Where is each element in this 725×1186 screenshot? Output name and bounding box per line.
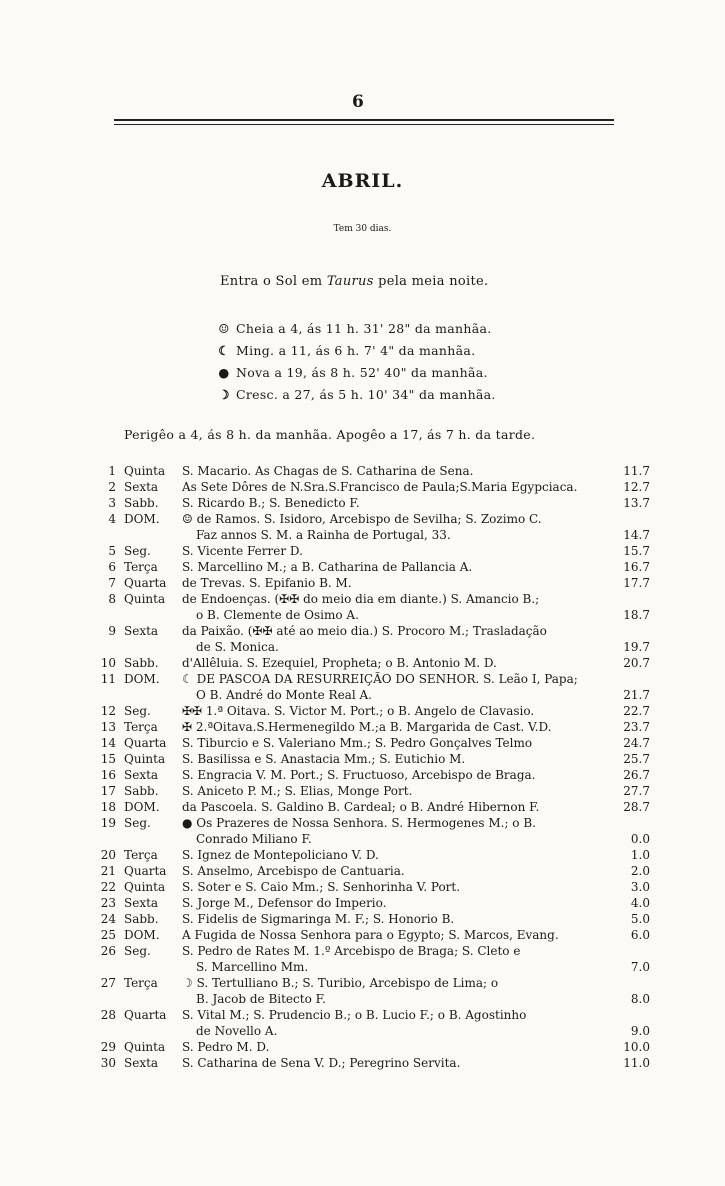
moon-age: 26.7 [623, 768, 650, 782]
saints-entry [182, 703, 612, 719]
saints-line: de S. Monica. [196, 640, 279, 654]
calendar-row [96, 591, 656, 623]
saints-entry [182, 511, 612, 543]
moon-phase-text: Cresc. a 27, ás 5 h. 10' 34" da manhãa. [236, 387, 496, 402]
full-moon-icon: ☺ [218, 321, 230, 336]
moon-age: 11.0 [623, 1056, 650, 1070]
moon-age: 8.0 [630, 992, 650, 1006]
weekday: Quinta [124, 880, 166, 894]
day-number: 26 [100, 944, 116, 958]
moon-age: 10.0 [623, 1040, 650, 1054]
sun-entry [220, 274, 488, 289]
saints-entry [182, 975, 612, 1007]
saints-line: de Trevas. S. Epifanio B. M. [182, 576, 352, 590]
weekday: Quinta [124, 752, 166, 766]
moon-phase-last-quarter [216, 340, 496, 362]
moon-age: 6.0 [630, 928, 650, 942]
day-number: 27 [100, 976, 116, 990]
moon-phase-new [216, 362, 496, 384]
calendar-row [96, 1039, 656, 1055]
weekday: DOM. [124, 672, 160, 686]
saints-entry [182, 463, 612, 479]
weekday: Terça [124, 848, 158, 862]
weekday: Quarta [124, 576, 167, 590]
calendar-row [96, 671, 656, 703]
saints-entry [182, 655, 612, 671]
weekday: Sexta [124, 896, 159, 910]
saints-line: S. Marcellino M.; a B. Catharina de Pallancia A. [182, 560, 473, 574]
saints-line: S. Fidelis de Sigmaringa M. F.; S. Honorio B. [182, 912, 455, 926]
saints-line: S. Catharina de Sena V. D.; Peregrino Servita. [182, 1056, 461, 1070]
day-number: 1 [108, 464, 116, 478]
saints-entry [182, 591, 612, 623]
day-number: 3 [108, 496, 116, 510]
moon-age: 18.7 [623, 608, 650, 622]
saints-entry [182, 1039, 612, 1055]
day-number: 22 [100, 880, 116, 894]
saints-entry [182, 815, 612, 847]
saints-line: ☺ de Ramos. S. Isidoro, Arcebispo de Sevilha; S. Zozimo C. [182, 512, 542, 526]
saints-line: ☽ S. Tertulliano B.; S. Turibio, Arcebispo de Lima; o [182, 976, 499, 990]
weekday: Seg. [124, 944, 151, 958]
moon-phases [216, 318, 496, 406]
weekday: Quarta [124, 736, 167, 750]
saints-entry [182, 751, 612, 767]
saints-line: ✠ 2.ªOitava.S.Hermenegildo M.;a B. Margarida de Cast. V.D. [182, 720, 552, 734]
calendar-row [96, 575, 656, 591]
month-title: ABRIL. [321, 170, 404, 192]
saints-line: S. Ignez de Montepoliciano V. D. [182, 848, 379, 862]
weekday: Sexta [124, 624, 159, 638]
calendar-row [96, 943, 656, 975]
saints-line: o B. Clemente de Osimo A. [196, 608, 359, 622]
moon-age: 14.7 [623, 528, 650, 542]
calendar-row [96, 975, 656, 1007]
sun-entry-prefix: Entra o Sol em [220, 274, 323, 289]
moon-age: 4.0 [630, 896, 650, 910]
day-number: 9 [108, 624, 116, 638]
day-number: 23 [100, 896, 116, 910]
moon-phase-full [216, 318, 496, 340]
saints-entry [182, 479, 612, 495]
moon-age: 12.7 [623, 480, 650, 494]
calendar-row [96, 927, 656, 943]
weekday: Quarta [124, 1008, 167, 1022]
day-number: 5 [108, 544, 116, 558]
weekday: Sexta [124, 1056, 159, 1070]
saints-line: S. Anselmo, Arcebispo de Cantuaria. [182, 864, 405, 878]
saints-entry [182, 799, 612, 815]
weekday: DOM. [124, 800, 160, 814]
calendar-row [96, 511, 656, 543]
weekday: DOM. [124, 512, 160, 526]
calendar-row [96, 559, 656, 575]
moon-phase-text: Ming. a 11, ás 6 h. 7' 4" da manhãa. [236, 343, 476, 358]
moon-age: 23.7 [623, 720, 650, 734]
saints-entry [182, 783, 612, 799]
saints-entry [182, 495, 612, 511]
moon-age: 0.0 [630, 832, 650, 846]
saints-entry [182, 735, 612, 751]
day-number: 28 [100, 1008, 116, 1022]
calendar-row [96, 799, 656, 815]
moon-age: 13.7 [623, 496, 650, 510]
saints-line: da Paixão. (✠✠ até ao meio dia.) S. Procoro M.; Trasladação [182, 624, 547, 638]
saints-line: S. Pedro de Rates M. 1.º Arcebispo de Braga; S. Cleto e [182, 944, 521, 958]
moon-age: 11.7 [623, 464, 650, 478]
saints-entry [182, 911, 612, 927]
day-number: 17 [100, 784, 116, 798]
saints-line: S. Engracia V. M. Port.; S. Fructuoso, Arcebispo de Braga. [182, 768, 536, 782]
saints-line: S. Macario. As Chagas de S. Catharina de Sena. [182, 464, 474, 478]
moon-age: 15.7 [623, 544, 650, 558]
weekday: Sabb. [124, 656, 159, 670]
moon-phase-text: Cheia a 4, ás 11 h. 31' 28" da manhãa. [236, 321, 492, 336]
saints-line: Faz annos S. M. a Rainha de Portugal, 33. [196, 528, 451, 542]
moon-age: 9.0 [630, 1024, 650, 1038]
weekday: Terça [124, 560, 158, 574]
saints-line: S. Pedro M. D. [182, 1040, 270, 1054]
weekday: Terça [124, 976, 158, 990]
day-number: 13 [100, 720, 116, 734]
saints-line: de Novello A. [196, 1024, 278, 1038]
calendar-row [96, 735, 656, 751]
day-number: 11 [100, 672, 116, 686]
day-number: 10 [100, 656, 116, 670]
calendar-row [96, 895, 656, 911]
sun-entry-suffix: pela meia noite. [378, 274, 489, 289]
weekday: Seg. [124, 816, 151, 830]
moon-age: 22.7 [623, 704, 650, 718]
moon-age: 21.7 [623, 688, 650, 702]
weekday: Sabb. [124, 784, 159, 798]
moon-phase-first-quarter [216, 384, 496, 406]
new-moon-icon: ● [218, 365, 230, 380]
weekday: Quinta [124, 1040, 166, 1054]
moon-age: 7.0 [630, 960, 650, 974]
moon-phase-text: Nova a 19, ás 8 h. 52' 40" da manhãa. [236, 365, 488, 380]
saints-entry [182, 943, 612, 975]
weekday: Seg. [124, 544, 151, 558]
calendar-row [96, 767, 656, 783]
saints-line: A Fugida de Nossa Senhora para o Egypto; S. Marcos, Evang. [182, 928, 559, 942]
day-number: 14 [100, 736, 116, 750]
weekday: Quarta [124, 864, 167, 878]
calendar-row [96, 911, 656, 927]
moon-age: 17.7 [623, 576, 650, 590]
zodiac-sign: Taurus [326, 274, 374, 289]
saints-line: S. Vicente Ferrer D. [182, 544, 303, 558]
saints-entry [182, 767, 612, 783]
moon-age: 24.7 [623, 736, 650, 750]
day-number: 19 [100, 816, 116, 830]
saints-entry [182, 575, 612, 591]
days-count: Tem 30 dias. [333, 224, 392, 234]
saints-entry [182, 543, 612, 559]
saints-line: S. Tiburcio e S. Valeriano Mm.; S. Pedro Gonçalves Telmo [182, 736, 533, 750]
saints-line: S. Vital M.; S. Prudencio B.; o B. Lucio F.; o B. Agostinho [182, 1008, 527, 1022]
saints-entry [182, 1055, 612, 1071]
weekday: DOM. [124, 928, 160, 942]
saints-line: S. Marcellino Mm. [196, 960, 309, 974]
saints-entry [182, 847, 612, 863]
saints-entry [182, 671, 612, 703]
weekday: Quinta [124, 592, 166, 606]
day-number: 24 [100, 912, 116, 926]
day-number: 2 [108, 480, 116, 494]
last-quarter-icon: ☾ [218, 343, 230, 358]
day-number: 30 [100, 1056, 116, 1070]
page-number: 6 [352, 92, 364, 112]
calendar-row [96, 463, 656, 479]
saints-line: d'Allêluia. S. Ezequiel, Propheta; o B. Antonio M. D. [182, 656, 497, 670]
moon-age: 20.7 [623, 656, 650, 670]
calendar-row [96, 847, 656, 863]
saints-entry [182, 559, 612, 575]
moon-age: 3.0 [630, 880, 650, 894]
saints-line: ● Os Prazeres de Nossa Senhora. S. Hermogenes M.; o B. [182, 816, 536, 830]
moon-age: 5.0 [630, 912, 650, 926]
saints-line: de Endoenças. (✠✠ do meio dia em diante.) S. Amancio B.; [182, 592, 540, 606]
header-rule-thick [114, 119, 614, 121]
saints-entry [182, 879, 612, 895]
day-number: 18 [100, 800, 116, 814]
weekday: Seg. [124, 704, 151, 718]
calendar-table [96, 463, 656, 1071]
moon-age: 2.0 [630, 864, 650, 878]
day-number: 29 [100, 1040, 116, 1054]
saints-line: Conrado Miliano F. [196, 832, 312, 846]
moon-age: 25.7 [623, 752, 650, 766]
calendar-row [96, 495, 656, 511]
saints-line: S. Aniceto P. M.; S. Elias, Monge Port. [182, 784, 413, 798]
moon-age: 27.7 [623, 784, 650, 798]
saints-entry [182, 927, 612, 943]
weekday: Sexta [124, 480, 159, 494]
saints-line: S. Basilissa e S. Anastacia Mm.; S. Eutichio M. [182, 752, 466, 766]
day-number: 12 [100, 704, 116, 718]
moon-age: 19.7 [623, 640, 650, 654]
calendar-row [96, 623, 656, 655]
perigee-apogee-note: Perigêo a 4, ás 8 h. da manhãa. Apogêo a 17, ás 7 h. da tarde. [124, 427, 536, 442]
day-number: 15 [100, 752, 116, 766]
saints-line: S. Ricardo B.; S. Benedicto F. [182, 496, 360, 510]
weekday: Terça [124, 720, 158, 734]
saints-entry [182, 1007, 612, 1039]
header-rule-thin [114, 124, 614, 125]
moon-age: 1.0 [630, 848, 650, 862]
day-number: 6 [108, 560, 116, 574]
calendar-row [96, 1055, 656, 1071]
calendar-row [96, 1007, 656, 1039]
saints-line: ✠✠ 1.ª Oitava. S. Victor M. Port.; o B. Angelo de Clavasio. [182, 704, 535, 718]
saints-line: B. Jacob de Bitecto F. [196, 992, 326, 1006]
saints-line: As Sete Dôres de N.Sra.S.Francisco de Paula;S.Maria Egypciaca. [182, 480, 578, 494]
calendar-row [96, 543, 656, 559]
calendar-row [96, 703, 656, 719]
calendar-row [96, 863, 656, 879]
saints-line: ☾ DE PASCOA DA RESURREIÇÃO DO SENHOR. S. Leão I, Papa; [182, 672, 578, 686]
saints-entry [182, 623, 612, 655]
day-number: 21 [100, 864, 116, 878]
weekday: Sabb. [124, 496, 159, 510]
saints-entry [182, 863, 612, 879]
first-quarter-icon: ☽ [218, 387, 230, 402]
day-number: 7 [108, 576, 116, 590]
saints-line: O B. André do Monte Real A. [196, 688, 372, 702]
calendar-row [96, 751, 656, 767]
saints-entry [182, 895, 612, 911]
weekday: Sabb. [124, 912, 159, 926]
calendar-row [96, 783, 656, 799]
saints-line: S. Jorge M., Defensor do Imperio. [182, 896, 387, 910]
moon-age: 16.7 [623, 560, 650, 574]
saints-line: S. Soter e S. Caio Mm.; S. Senhorinha V. Port. [182, 880, 461, 894]
calendar-row [96, 815, 656, 847]
day-number: 16 [100, 768, 116, 782]
weekday: Sexta [124, 768, 159, 782]
moon-age: 28.7 [623, 800, 650, 814]
calendar-row [96, 479, 656, 495]
calendar-row [96, 879, 656, 895]
day-number: 4 [108, 512, 116, 526]
calendar-row [96, 719, 656, 735]
day-number: 20 [100, 848, 116, 862]
calendar-row [96, 655, 656, 671]
saints-entry [182, 719, 612, 735]
day-number: 8 [108, 592, 116, 606]
day-number: 25 [100, 928, 116, 942]
saints-line: da Pascoela. S. Galdino B. Cardeal; o B. André Hibernon F. [182, 800, 540, 814]
weekday: Quinta [124, 464, 166, 478]
